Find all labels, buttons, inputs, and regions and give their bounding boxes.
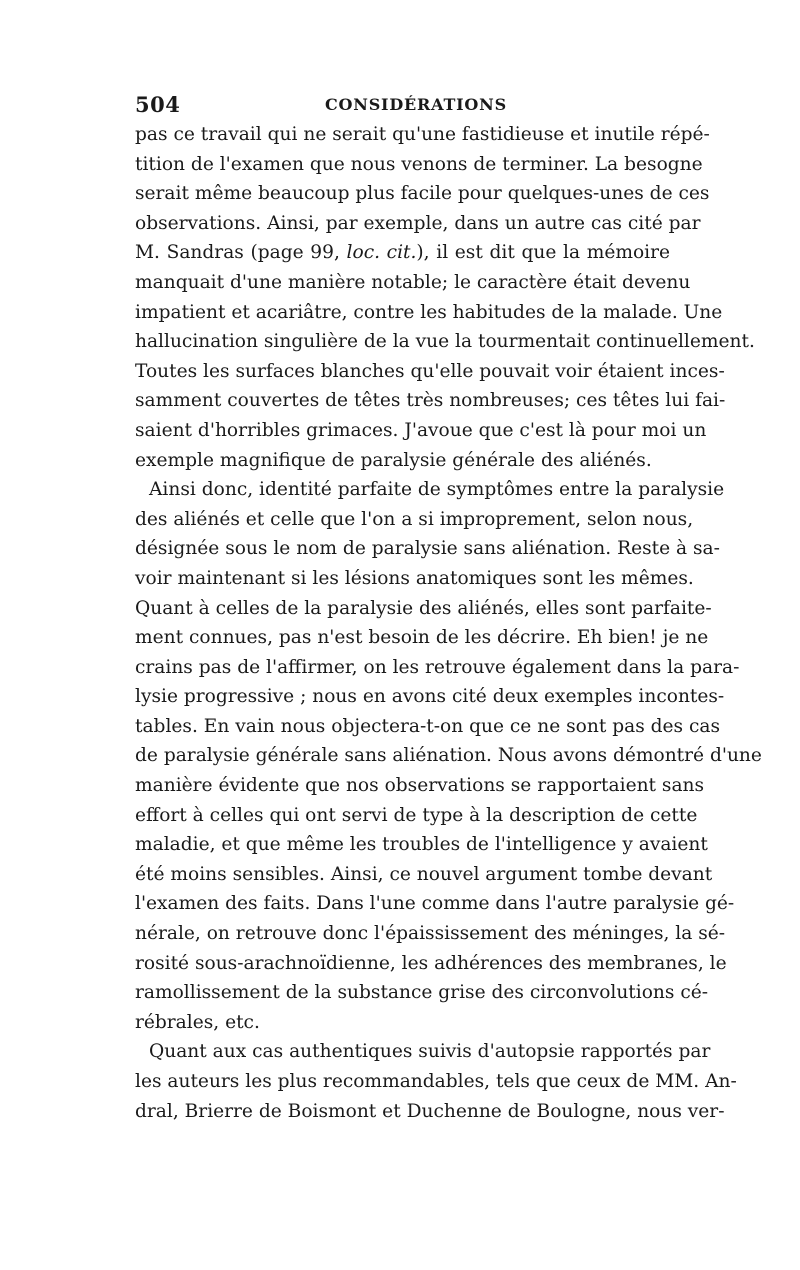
running-title: CONSIDÉRATIONS bbox=[325, 95, 507, 114]
body-text bbox=[135, 120, 762, 1126]
text-line: nérale, on retrouve donc l'épaississement des méninges, la sé- bbox=[135, 923, 726, 945]
text-line: les auteurs les plus recommandables, tels que ceux de MM. An- bbox=[135, 1071, 737, 1092]
text-line: voir maintenant si les lésions anatomiques sont les mêmes. bbox=[135, 567, 694, 589]
text-line: impatient et acariâtre, contre les habitudes de la malade. Une bbox=[135, 301, 723, 323]
text-line: Quant aux cas authentiques suivis d'autopsie rapportés par bbox=[149, 1041, 711, 1063]
text-line: lysie progressive ; nous en avons cité deux exemples incontes- bbox=[135, 686, 725, 708]
text-line: saient d'horribles grimaces. J'avoue que c'est là pour moi un bbox=[135, 419, 707, 441]
text-line: Toutes les surfaces blanches qu'elle pouvait voir étaient inces- bbox=[135, 360, 725, 382]
text-line: manière évidente que nos observations se rapportaient sans bbox=[135, 775, 705, 797]
text-line: tition de l'examen que nous venons de terminer. La besogne bbox=[135, 153, 703, 175]
text-line: manquait d'une manière notable; le caractère était devenu bbox=[135, 271, 691, 293]
text-line: samment couvertes de têtes très nombreuses; ces têtes lui fai- bbox=[135, 390, 726, 412]
text-line: exemple magnifique de paralysie générale des aliénés. bbox=[135, 449, 652, 471]
page-number: 504 bbox=[135, 92, 181, 117]
text-line: tables. En vain nous objectera-t-on que ce ne sont pas des cas bbox=[135, 715, 721, 737]
text-line: crains pas de l'affirmer, on les retrouve également dans la para- bbox=[135, 656, 740, 678]
text-line bbox=[135, 238, 670, 268]
text-line: ment connues, pas n'est besoin de les décrire. Eh bien! je ne bbox=[135, 627, 709, 649]
text-line: rosité sous-arachnoïdienne, les adhérences des membranes, le bbox=[135, 952, 727, 974]
text-line: observations. Ainsi, par exemple, dans un autre cas cité par bbox=[135, 212, 701, 234]
text-line: Quant à celles de la paralysie des aliénés, elles sont parfaite- bbox=[135, 597, 712, 619]
text-line: été moins sensibles. Ainsi, ce nouvel argument tombe devant bbox=[135, 863, 713, 885]
text-line: hallucination singulière de la vue la tourmentait continuellement. bbox=[135, 331, 755, 353]
text-line: désignée sous le nom de paralysie sans aliénation. Reste à sa- bbox=[135, 538, 720, 560]
text-line: maladie, et que même les troubles de l'intelligence y avaient bbox=[135, 834, 708, 856]
text-line: ramollissement de la substance grise des circonvolutions cé- bbox=[135, 982, 709, 1004]
text-line: serait même beaucoup plus facile pour quelques-unes de ces bbox=[135, 183, 710, 205]
text-line: de paralysie générale sans aliénation. Nous avons démontré d'une bbox=[135, 745, 762, 767]
text-line: des aliénés et celle que l'on a si improprement, selon nous, bbox=[135, 508, 694, 530]
text-line: Ainsi donc, identité parfaite de symptômes entre la paralysie bbox=[149, 479, 725, 501]
text-line: dral, Brierre de Boismont et Duchenne de Boulogne, nous ver- bbox=[135, 1100, 725, 1122]
text-segment: ), il est dit que la mémoire bbox=[416, 242, 671, 264]
italic-citation: loc. cit. bbox=[346, 242, 417, 264]
text-line: l'examen des faits. Dans l'une comme dans l'autre paralysie gé- bbox=[135, 893, 735, 915]
text-segment: M. Sandras (page 99, bbox=[135, 242, 347, 264]
text-line: rébrales, etc. bbox=[135, 1011, 260, 1033]
running-head bbox=[135, 92, 670, 120]
text-line: pas ce travail qui ne serait qu'une fastidieuse et inutile répé- bbox=[135, 124, 710, 145]
text-line: effort à celles qui ont servi de type à la description de cette bbox=[135, 804, 698, 826]
